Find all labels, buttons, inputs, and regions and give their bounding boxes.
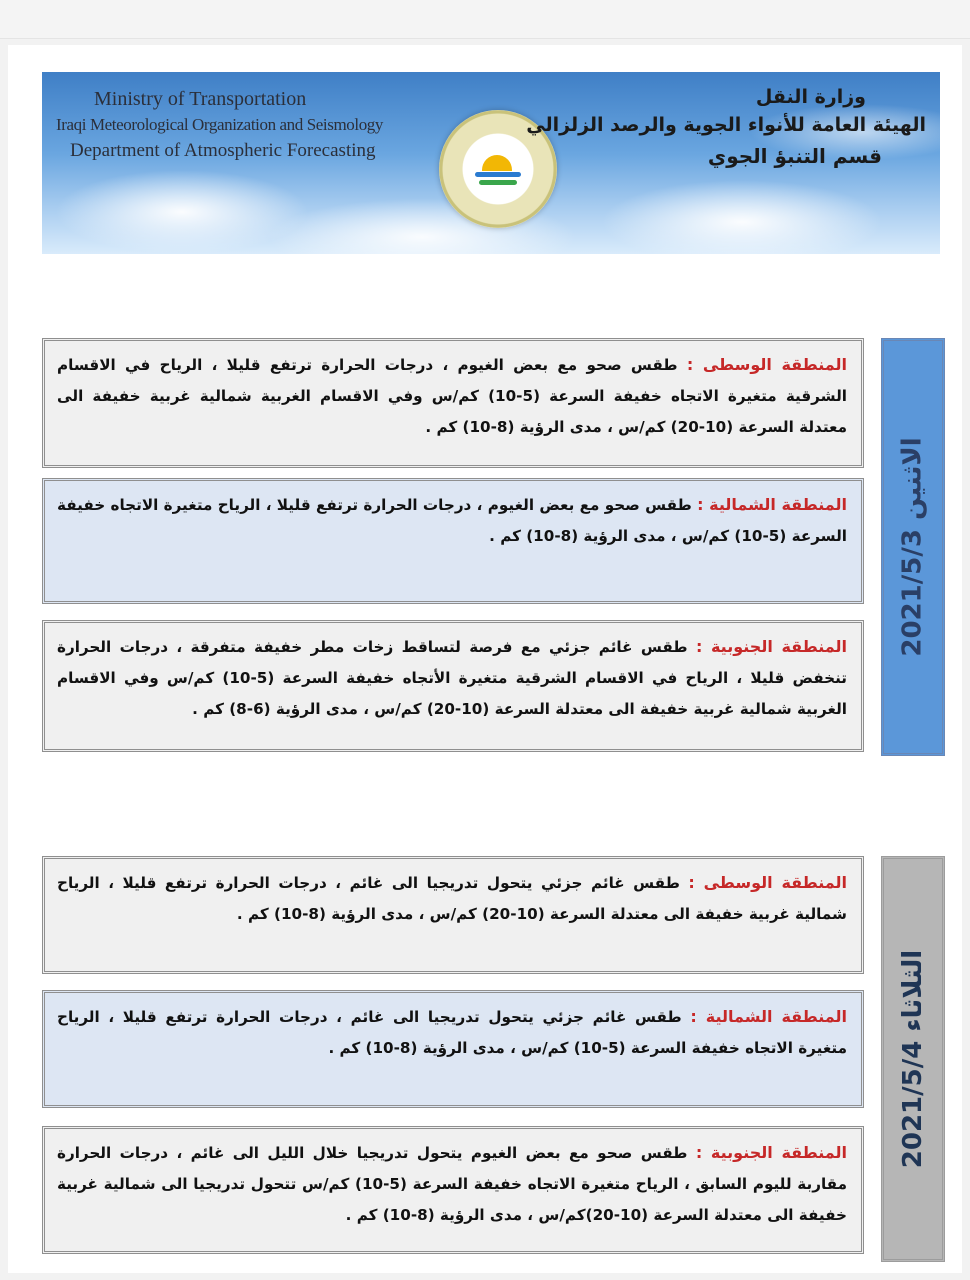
date-tab-day1: [881, 338, 945, 756]
date-label: الثلاثاء 2021/5/4: [898, 949, 929, 1169]
forecast-central-day1: [42, 338, 864, 468]
water-wave-icon: [475, 172, 521, 177]
date-label: الاثنين 2021/5/3: [898, 437, 929, 657]
region-name: المنطقة الشمالية :: [690, 1007, 848, 1026]
region-name: المنطقة الشمالية :: [697, 495, 847, 514]
department-name-en: Department of Atmospheric Forecasting: [70, 140, 376, 161]
forecast-northern-day1: [42, 478, 864, 604]
forecast-central-day2: [42, 856, 864, 974]
date-tab-day2: [881, 856, 945, 1262]
region-name: المنطقة الجنوبية :: [695, 1143, 847, 1162]
ministry-name-en: Ministry of Transportation: [94, 88, 307, 110]
header-arabic: [526, 86, 926, 168]
region-name: المنطقة الجنوبية :: [695, 637, 848, 656]
organization-name-ar: الهيئة العامة للأنواء الجوية والرصد الزلزالي: [526, 114, 926, 136]
organization-name-en: Iraqi Meteorological Organization and Seismology: [56, 115, 384, 134]
forecast-text: طقس غائم جزئي يتحول تدريجيا الى غائم ، درجات الحرارة ترتفع قليلا ، الرياح متغيرة الاتجاه خفيفة السرعة (5-10) كم/س ، مدى الرؤية (8-10) كم .: [57, 1008, 847, 1057]
department-name-ar: قسم التنبؤ الجوي: [707, 144, 882, 168]
region-name: المنطقة الوسطى :: [688, 873, 848, 892]
forecast-text: طقس غائم جزئي مع فرصة لتساقط زخات مطر خفيفة متفرقة ، درجات الحرارة تنخفض قليلا ، الرياح في الاقسام الشرقية متغيرة الأتجاه خفيفة السرعة (5-10) كم/س وفي الاقسام الغربية شمالية غربية خفيفة الى معتدلة السرعة (10-20) كم/س ، مدى الرؤية (6-8) كم .: [57, 638, 847, 718]
land-wave-icon: [479, 180, 517, 185]
top-bar: [0, 0, 970, 39]
forecast-text: طقس صحو مع بعض الغيوم ، درجات الحرارة ترتفع قليلا ، الرياح متغيرة الاتجاه خفيفة السرعة (5-10) كم/س ، مدى الرؤية (8-10) كم .: [57, 496, 847, 545]
ministry-name-ar: وزارة النقل: [755, 86, 866, 108]
header-english: [56, 88, 383, 162]
region-name: المنطقة الوسطى :: [686, 355, 848, 374]
header-banner: [42, 72, 940, 254]
forecast-southern-day2: [42, 1126, 864, 1254]
sun-icon: [482, 155, 512, 171]
forecast-southern-day1: [42, 620, 864, 752]
forecast-text: طقس صحو مع بعض الغيوم ، درجات الحرارة ترتفع قليلا ، الرياح في الاقسام الشرقية متغيرة الاتجاه خفيفة السرعة (5-10) كم/س وفي الاقسام الغربية شمالية غربية خفيفة الى معتدلة السرعة (10-20) كم/س ، مدى الرؤية (8-10) كم .: [57, 356, 847, 436]
forecast-northern-day2: [42, 990, 864, 1108]
forecast-text: طقس صحو مع بعض الغيوم يتحول تدريجيا خلال الليل الى غائم ، درجات الحرارة مقاربة لليوم السابق ، الرياح متغيرة الاتجاه خفيفة السرعة (5-10) كم/س تتحول تدريجيا الى شمالية غربية خفيفة الى معتدلة السرعة (10-20)كم/س ، مدى الرؤية (8-10) كم .: [57, 1144, 847, 1224]
forecast-text: طقس غائم جزئي يتحول تدريجيا الى غائم ، درجات الحرارة ترتفع قليلا ، الرياح شمالية غربية خفيفة الى معتدلة السرعة (10-20) كم/س ، مدى الرؤية (8-10) كم .: [57, 874, 847, 923]
